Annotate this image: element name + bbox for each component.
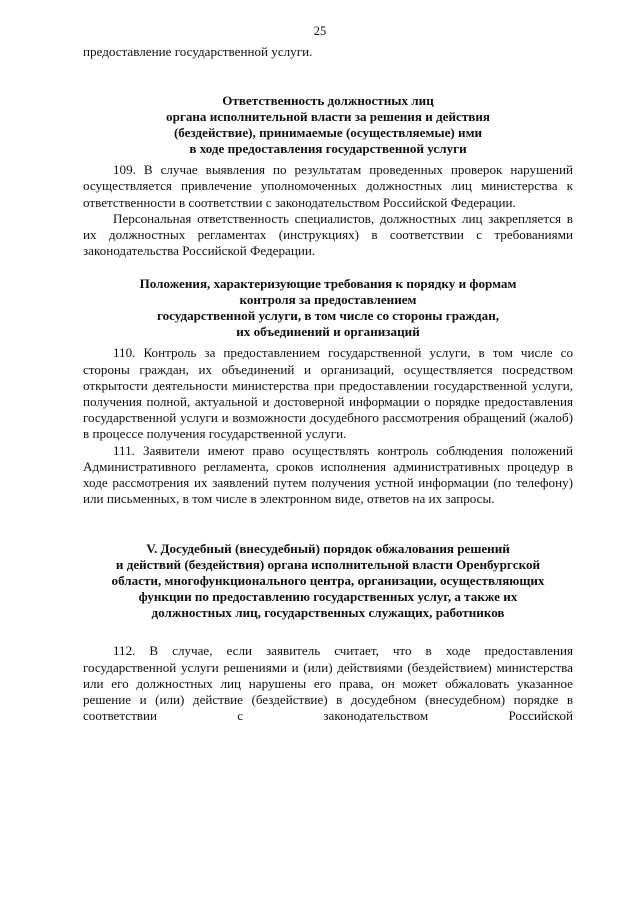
heading-line: органа исполнительной власти за решения и действия (166, 109, 490, 125)
heading-responsibility (83, 93, 573, 157)
paragraph-112: 112. В случае, если заявитель считает, что в ходе предоставления государственной услуги решениями и (или) действиями (бездействием) министерства или его должностных лиц нарушены его права, он может обжаловать указанное решение и (или) действие (бездействие) в досудебном (внесудебном) порядке в соответствии с законодательством Российской (83, 643, 573, 724)
document-body (83, 44, 573, 724)
paragraph-110: 110. Контроль за предоставлением государственной услуги, в том числе со стороны граждан, их объединений и организаций, осуществляется посредством открытости деятельности министерства при предоставлении государственной услуги, получения полной, актуальной и достоверной информации о порядке предоставления государственной услуги и возможности досудебного рассмотрения обращений (жалоб) в процессе получения государственной услуги. (83, 345, 573, 442)
heading-line: в ходе предоставления государственной услуги (189, 141, 467, 157)
page-number: 25 (313, 24, 327, 38)
paragraph-111: 111. Заявители имеют право осуществлять контроль соблюдения положений Административного регламента, сроков исполнения административных процедур в ходе рассмотрения их заявлений путем получения устной информации (по телефону) или письменных, в том числе в электронном виде, ответов на их запросы. (83, 442, 573, 507)
heading-line: и действий (бездействия) органа исполнительной власти Оренбургской (115, 557, 541, 573)
paragraph-109: 109. В случае выявления по результатам проведенных проверок нарушений осуществляется привлечение уполномоченных должностных лиц министерства к ответственности в соответствии с законодательством Российской Федерации. (83, 162, 573, 210)
lead-line: предоставление государственной услуги. (83, 44, 313, 59)
heading-line: их объединений и организаций (236, 324, 420, 340)
heading-line: Положения, характеризующие требования к порядку и формам (139, 276, 517, 292)
heading-line: государственной услуги, в том числе со стороны граждан, (156, 308, 500, 324)
heading-appeal (83, 541, 573, 621)
heading-line: контроля за предоставлением (239, 292, 417, 308)
heading-line: Ответственность должностных лиц (222, 93, 434, 109)
heading-line: (бездействие), принимаемые (осуществляемые) ими (173, 125, 483, 141)
heading-line: V. Досудебный (внесудебный) порядок обжалования решений (146, 541, 510, 557)
heading-control (83, 276, 573, 340)
heading-line: функции по предоставлению государственных услуг, а также их (138, 589, 518, 605)
heading-line: должностных лиц, государственных служащих, работников (151, 605, 505, 621)
paragraph-personal-responsibility: Персональная ответственность специалистов, должностных лиц закрепляется в их должностных регламентах (инструкциях) в соответствии с требованиями законодательства Российской Федерации. (83, 210, 573, 259)
heading-line: области, многофункционального центра, организации, осуществляющих (111, 573, 545, 589)
